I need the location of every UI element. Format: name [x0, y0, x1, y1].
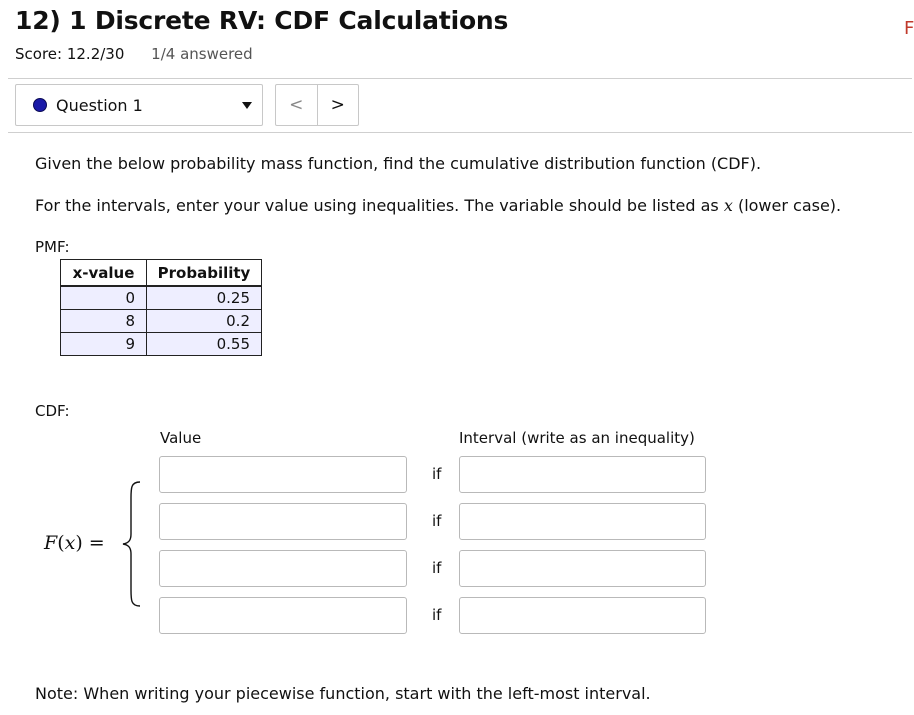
if-label: if	[432, 465, 442, 483]
question-select-label: Question 1	[56, 96, 143, 115]
interval-hint	[35, 196, 841, 215]
cdf-piece-row	[0, 550, 912, 588]
pmf-table	[60, 259, 262, 356]
interval-hint-after: (lower case).	[732, 196, 842, 215]
cdf-piece-row	[0, 597, 912, 635]
cdf-interval-input[interactable]	[459, 456, 706, 493]
function-open-paren: (	[57, 532, 65, 554]
function-close-equals: ) =	[75, 532, 105, 554]
score-text: Score: 12.2/30	[15, 45, 125, 63]
divider-bottom	[8, 132, 912, 133]
pmf-label: PMF:	[35, 238, 70, 256]
question-select[interactable]	[15, 84, 263, 126]
function-name: F	[44, 532, 58, 554]
table-row	[61, 310, 262, 333]
instruction-text: Given the below probability mass function, find the cumulative distribution function (CDF).	[35, 154, 762, 173]
value-column-header: Value	[160, 429, 202, 447]
interval-hint-before: For the intervals, enter your value using inequalities. The variable should be listed as	[35, 196, 724, 215]
pmf-cell-probability: 0.2	[147, 310, 262, 333]
corner-mark: F	[904, 18, 914, 39]
if-label: if	[432, 606, 442, 624]
cdf-interval-input[interactable]	[459, 503, 706, 540]
score-line	[15, 45, 253, 63]
page-title: 12) 1 Discrete RV: CDF Calculations	[15, 6, 509, 35]
question-status-dot-icon	[33, 98, 47, 112]
chevron-left-icon: <	[289, 95, 304, 115]
interval-hint-variable: x	[723, 196, 733, 215]
caret-down-icon	[242, 102, 252, 109]
cdf-interval-input[interactable]	[459, 597, 706, 634]
note-text: Note: When writing your piecewise function, start with the left-most interval.	[35, 684, 651, 703]
cdf-piece-row	[0, 456, 912, 494]
function-variable: x	[64, 532, 76, 554]
question-nav-group	[275, 84, 359, 126]
cdf-value-input[interactable]	[159, 503, 407, 540]
cdf-value-input[interactable]	[159, 550, 407, 587]
pmf-cell-x: 8	[61, 310, 147, 333]
cdf-interval-input[interactable]	[459, 550, 706, 587]
chevron-right-icon: >	[330, 95, 345, 115]
previous-question-button[interactable]	[276, 85, 318, 125]
cdf-value-input[interactable]	[159, 456, 407, 493]
divider-top	[8, 78, 912, 79]
cdf-label: CDF:	[35, 402, 70, 420]
pmf-cell-probability: 0.25	[147, 286, 262, 310]
pmf-cell-x: 0	[61, 286, 147, 310]
next-question-button[interactable]	[318, 85, 359, 125]
table-row	[61, 286, 262, 310]
pmf-cell-probability: 0.55	[147, 333, 262, 356]
cdf-piece-row	[0, 503, 912, 541]
answered-count: 1/4 answered	[151, 45, 253, 63]
table-row	[61, 333, 262, 356]
if-label: if	[432, 512, 442, 530]
pmf-header-row	[61, 260, 262, 287]
cdf-value-input[interactable]	[159, 597, 407, 634]
pmf-cell-x: 9	[61, 333, 147, 356]
pmf-header-probability: Probability	[147, 260, 262, 287]
left-brace-icon	[120, 480, 144, 608]
pmf-header-x: x-value	[61, 260, 147, 287]
interval-column-header: Interval (write as an inequality)	[459, 429, 695, 447]
if-label: if	[432, 559, 442, 577]
